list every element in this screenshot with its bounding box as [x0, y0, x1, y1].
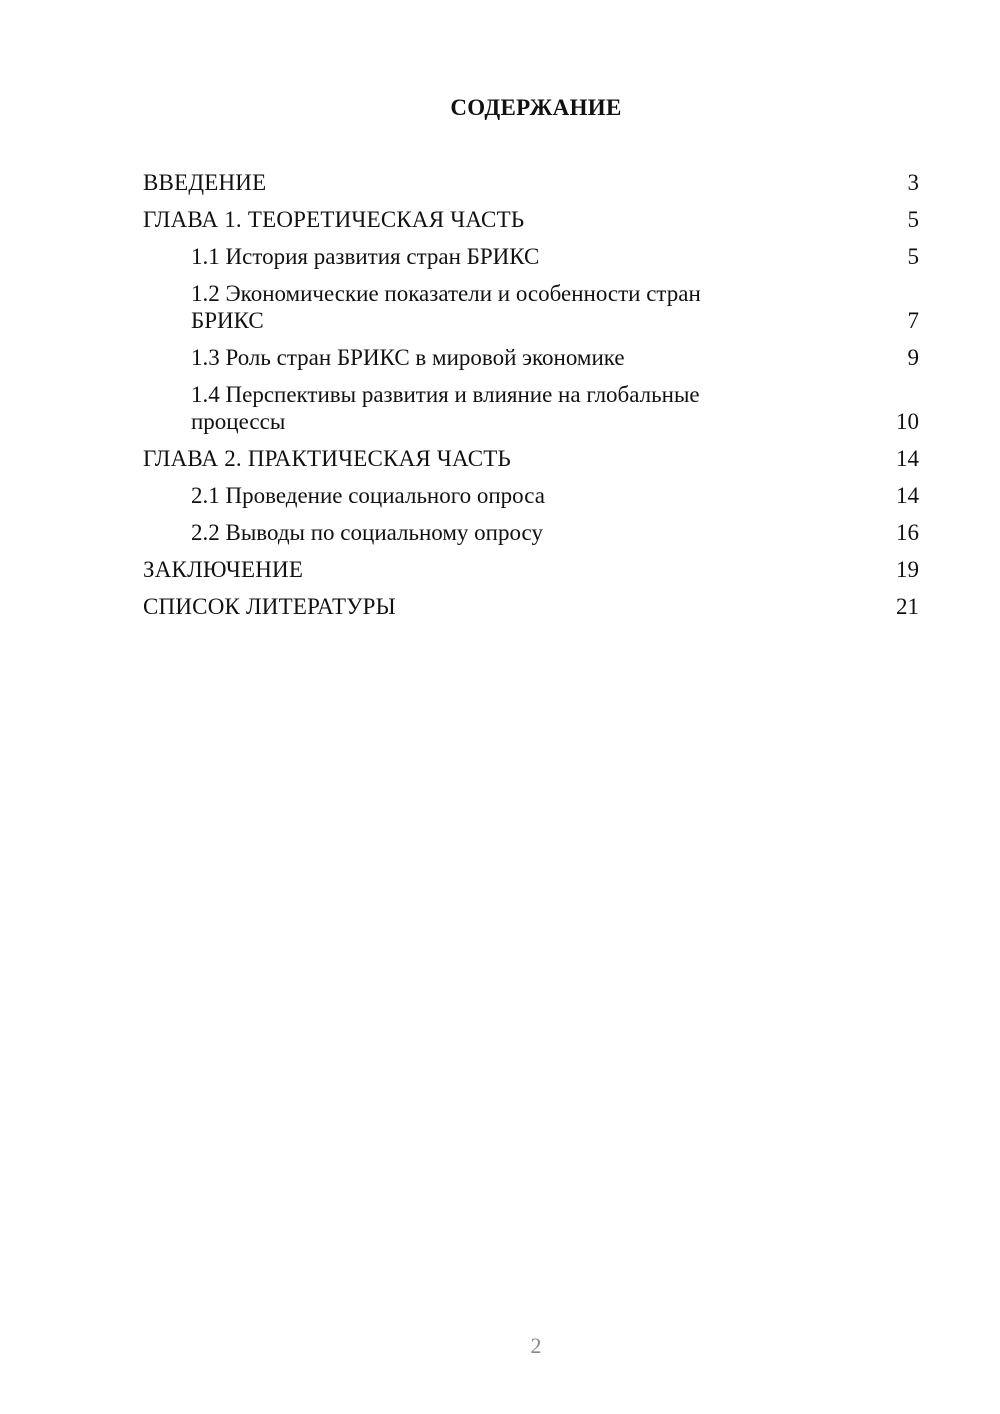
- toc-entry-page: 16: [896, 520, 919, 545]
- toc-entry-title: 1.2 Экономические показатели и особенности стран БРИКС: [191, 281, 701, 333]
- toc-entry-page: 10: [896, 409, 919, 434]
- toc-entry-title: 2.2 Выводы по социальному опросу: [191, 520, 543, 545]
- toc-entry-bibliography[interactable]: [143, 593, 919, 620]
- toc-entry-page: 14: [896, 483, 919, 508]
- toc-entry-page: 5: [907, 207, 919, 232]
- toc-entry-title: 1.1 История развития стран БРИКС: [191, 244, 540, 269]
- page-title: СОДЕРЖАНИЕ: [450, 95, 622, 120]
- toc-entry-chapter-1[interactable]: [143, 206, 919, 233]
- toc-entry-page: 5: [907, 244, 919, 269]
- toc-entry-introduction[interactable]: [143, 169, 919, 196]
- toc-entry-page: 14: [896, 446, 919, 471]
- toc-entry-title: ГЛАВА 1. ТЕОРЕТИЧЕСКАЯ ЧАСТЬ: [143, 207, 525, 232]
- toc-entry-page: 9: [907, 345, 919, 370]
- toc-entry-title: 1.4 Перспективы развития и влияние на глобальные процессы: [191, 382, 700, 434]
- toc-entry-conclusion[interactable]: [143, 556, 919, 583]
- toc-entry-title: 1.3 Роль стран БРИКС в мировой экономике: [191, 345, 625, 370]
- toc-entry-title: ГЛАВА 2. ПРАКТИЧЕСКАЯ ЧАСТЬ: [143, 446, 511, 471]
- toc-entry-section-1-4[interactable]: [143, 381, 919, 435]
- toc-entry-title: ВВЕДЕНИЕ: [143, 170, 267, 195]
- toc-entry-section-2-2[interactable]: [143, 519, 919, 546]
- toc-entry-title: 2.1 Проведение социального опроса: [191, 483, 545, 508]
- toc-entry-title: ЗАКЛЮЧЕНИЕ: [143, 557, 304, 582]
- table-of-contents: [143, 169, 919, 630]
- toc-entry-page: 7: [907, 308, 919, 333]
- toc-entry-title: СПИСОК ЛИТЕРАТУРЫ: [143, 594, 396, 619]
- toc-entry-section-2-1[interactable]: [143, 482, 919, 509]
- toc-entry-section-1-2[interactable]: [143, 280, 919, 334]
- toc-entry-section-1-1[interactable]: [143, 243, 919, 270]
- toc-entry-page: 19: [896, 557, 919, 582]
- toc-entry-page: 3: [907, 170, 919, 195]
- toc-entry-page: 21: [896, 594, 919, 619]
- toc-entry-section-1-3[interactable]: [143, 344, 919, 371]
- toc-entry-chapter-2[interactable]: [143, 445, 919, 472]
- page-number: 2: [530, 1333, 542, 1358]
